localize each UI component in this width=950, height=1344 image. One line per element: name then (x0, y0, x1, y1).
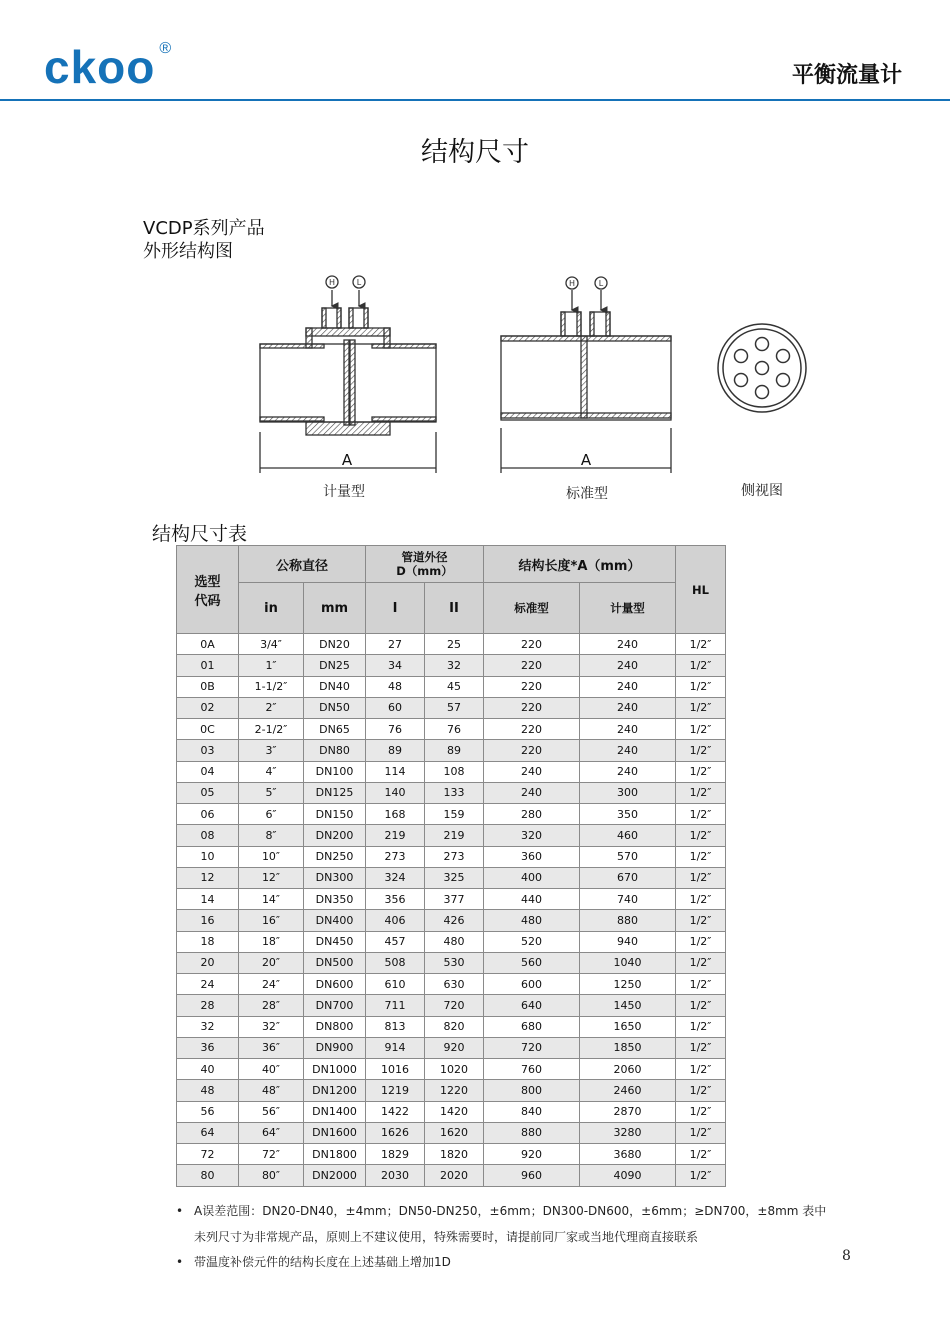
cell-mm: DN350 (304, 889, 366, 910)
cell-code: 04 (177, 761, 239, 782)
port-high-label-right: H (568, 279, 576, 288)
cell-code: 28 (177, 995, 239, 1016)
cell-code: 56 (177, 1101, 239, 1122)
cell-std: 220 (484, 697, 580, 718)
cell-mm: DN1600 (304, 1122, 366, 1143)
caption-metering-type: 计量型 (323, 484, 365, 500)
cell-mm: DN40 (304, 676, 366, 697)
cell-std: 480 (484, 910, 580, 931)
cell-code: 10 (177, 846, 239, 867)
cell-d2: 57 (425, 697, 484, 718)
cell-d2: 1620 (425, 1122, 484, 1143)
cell-d2: 530 (425, 952, 484, 973)
cell-code: 14 (177, 889, 239, 910)
cell-met: 1040 (580, 952, 676, 973)
cell-code: 0C (177, 719, 239, 740)
cell-std: 220 (484, 676, 580, 697)
table-row (177, 846, 726, 867)
cell-std: 920 (484, 1144, 580, 1165)
cell-d2: 219 (425, 825, 484, 846)
cell-met: 460 (580, 825, 676, 846)
port-high-label-left: H (328, 278, 336, 287)
cell-mm: DN800 (304, 1016, 366, 1037)
table-row (177, 719, 726, 740)
header-length: 结构长度*A（mm） (484, 546, 676, 583)
cell-d2: 2020 (425, 1165, 484, 1186)
cell-in: 2-1/2″ (239, 719, 304, 740)
table-body (177, 634, 726, 1187)
cell-in: 48″ (239, 1080, 304, 1101)
header-od-ii: II (425, 583, 484, 634)
cell-d1: 48 (366, 676, 425, 697)
cell-in: 80″ (239, 1165, 304, 1186)
cell-met: 240 (580, 697, 676, 718)
cell-std: 240 (484, 782, 580, 803)
header-model-code: 选型 代码 (177, 546, 239, 634)
cell-d1: 508 (366, 952, 425, 973)
cell-mm: DN500 (304, 952, 366, 973)
cell-hl: 1/2″ (676, 676, 726, 697)
cell-hl: 1/2″ (676, 889, 726, 910)
cell-mm: DN250 (304, 846, 366, 867)
header-outer-diameter: 管道外径 D（mm） (366, 546, 484, 583)
cell-code: 05 (177, 782, 239, 803)
cell-code: 06 (177, 804, 239, 825)
cell-mm: DN25 (304, 655, 366, 676)
cell-std: 720 (484, 1037, 580, 1058)
cell-mm: DN450 (304, 931, 366, 952)
cell-d1: 914 (366, 1037, 425, 1058)
cell-met: 940 (580, 931, 676, 952)
cell-d2: 1420 (425, 1101, 484, 1122)
cell-d2: 159 (425, 804, 484, 825)
header-divider (0, 99, 950, 101)
cell-code: 02 (177, 697, 239, 718)
cell-std: 440 (484, 889, 580, 910)
header-in: in (239, 583, 304, 634)
cell-std: 680 (484, 1016, 580, 1037)
cell-d2: 426 (425, 910, 484, 931)
cell-met: 2870 (580, 1101, 676, 1122)
cell-std: 760 (484, 1059, 580, 1080)
cell-met: 2460 (580, 1080, 676, 1101)
cell-std: 240 (484, 761, 580, 782)
cell-mm: DN80 (304, 740, 366, 761)
cell-hl: 1/2″ (676, 1016, 726, 1037)
table-row (177, 889, 726, 910)
cell-d1: 610 (366, 974, 425, 995)
cell-std: 220 (484, 655, 580, 676)
note-tolerance-continued: 未列尺寸为非常规产品，原则上不建议使用，特殊需要时，请提前同厂家或当地代理商直接联系 (194, 1229, 699, 1244)
cell-d2: 108 (425, 761, 484, 782)
cell-std: 880 (484, 1122, 580, 1143)
table-row (177, 1037, 726, 1058)
cell-mm: DN300 (304, 867, 366, 888)
cell-in: 20″ (239, 952, 304, 973)
cell-mm: DN20 (304, 634, 366, 655)
cell-d1: 711 (366, 995, 425, 1016)
cell-hl: 1/2″ (676, 1122, 726, 1143)
cell-mm: DN65 (304, 719, 366, 740)
cell-met: 350 (580, 804, 676, 825)
cell-mm: DN150 (304, 804, 366, 825)
cell-in: 16″ (239, 910, 304, 931)
dimension-a-left: A (341, 451, 353, 469)
cell-hl: 1/2″ (676, 995, 726, 1016)
cell-d2: 1820 (425, 1144, 484, 1165)
logo-text: ckoo (44, 41, 156, 93)
cell-mm: DN1200 (304, 1080, 366, 1101)
cell-d1: 219 (366, 825, 425, 846)
cell-std: 400 (484, 867, 580, 888)
dimension-a-right: A (580, 451, 592, 469)
cell-std: 560 (484, 952, 580, 973)
cell-mm: DN2000 (304, 1165, 366, 1186)
cell-d1: 140 (366, 782, 425, 803)
cell-in: 3/4″ (239, 634, 304, 655)
cell-d2: 920 (425, 1037, 484, 1058)
table-row (177, 740, 726, 761)
table-row (177, 804, 726, 825)
cell-met: 4090 (580, 1165, 676, 1186)
table-row (177, 697, 726, 718)
cell-d2: 325 (425, 867, 484, 888)
cell-hl: 1/2″ (676, 952, 726, 973)
cell-d1: 273 (366, 846, 425, 867)
cell-d1: 76 (366, 719, 425, 740)
cell-d2: 820 (425, 1016, 484, 1037)
cell-hl: 1/2″ (676, 697, 726, 718)
cell-in: 8″ (239, 825, 304, 846)
brand-logo (44, 40, 172, 94)
cell-d1: 34 (366, 655, 425, 676)
metering-type-drawing (260, 276, 436, 473)
cell-hl: 1/2″ (676, 761, 726, 782)
header-nominal-diameter: 公称直径 (239, 546, 366, 583)
cell-std: 600 (484, 974, 580, 995)
cell-d2: 76 (425, 719, 484, 740)
port-low-label-left: L (356, 278, 362, 287)
cell-d1: 2030 (366, 1165, 425, 1186)
cell-hl: 1/2″ (676, 867, 726, 888)
cell-met: 240 (580, 676, 676, 697)
cell-d2: 630 (425, 974, 484, 995)
cell-hl: 1/2″ (676, 804, 726, 825)
cell-d2: 45 (425, 676, 484, 697)
cell-d1: 324 (366, 867, 425, 888)
cell-code: 36 (177, 1037, 239, 1058)
cell-hl: 1/2″ (676, 634, 726, 655)
cell-in: 4″ (239, 761, 304, 782)
notes (176, 1199, 826, 1276)
cell-d1: 89 (366, 740, 425, 761)
cell-mm: DN900 (304, 1037, 366, 1058)
cell-in: 36″ (239, 1037, 304, 1058)
cell-hl: 1/2″ (676, 1165, 726, 1186)
table-row (177, 1165, 726, 1186)
cell-in: 10″ (239, 846, 304, 867)
cell-d1: 1016 (366, 1059, 425, 1080)
table-row (177, 952, 726, 973)
cell-met: 240 (580, 761, 676, 782)
cell-d1: 1422 (366, 1101, 425, 1122)
cell-code: 0B (177, 676, 239, 697)
cell-d2: 1020 (425, 1059, 484, 1080)
cell-d2: 89 (425, 740, 484, 761)
cell-in: 1-1/2″ (239, 676, 304, 697)
cell-d2: 273 (425, 846, 484, 867)
cell-std: 640 (484, 995, 580, 1016)
dimension-table (176, 545, 726, 1187)
structure-diagram (250, 270, 830, 505)
cell-met: 240 (580, 719, 676, 740)
cell-mm: DN100 (304, 761, 366, 782)
cell-code: 48 (177, 1080, 239, 1101)
cell-d2: 377 (425, 889, 484, 910)
cell-d1: 60 (366, 697, 425, 718)
table-row (177, 1059, 726, 1080)
header-standard: 标准型 (484, 583, 580, 634)
bullet: • (176, 1204, 184, 1218)
header-metering: 计量型 (580, 583, 676, 634)
cell-in: 72″ (239, 1144, 304, 1165)
cell-d1: 1829 (366, 1144, 425, 1165)
cell-code: 01 (177, 655, 239, 676)
cell-met: 3680 (580, 1144, 676, 1165)
cell-d2: 720 (425, 995, 484, 1016)
cell-hl: 1/2″ (676, 931, 726, 952)
standard-type-drawing (501, 277, 671, 473)
cell-hl: 1/2″ (676, 910, 726, 931)
cell-d2: 1220 (425, 1080, 484, 1101)
table-row (177, 676, 726, 697)
cell-d2: 480 (425, 931, 484, 952)
cell-std: 800 (484, 1080, 580, 1101)
cell-mm: DN1000 (304, 1059, 366, 1080)
series-subtitle: 外形结构图 (143, 241, 233, 262)
cell-code: 32 (177, 1016, 239, 1037)
cell-in: 2″ (239, 697, 304, 718)
cell-hl: 1/2″ (676, 846, 726, 867)
cell-mm: DN200 (304, 825, 366, 846)
note-item (176, 1250, 826, 1276)
cell-in: 14″ (239, 889, 304, 910)
table-row (177, 995, 726, 1016)
cell-d2: 32 (425, 655, 484, 676)
registered-mark: ® (159, 39, 173, 57)
cell-in: 40″ (239, 1059, 304, 1080)
cell-d1: 27 (366, 634, 425, 655)
header-hl: HL (676, 546, 726, 634)
table-row (177, 655, 726, 676)
cell-met: 2060 (580, 1059, 676, 1080)
note-temperature: 带温度补偿元件的结构长度在上述基础上增加1D (194, 1255, 451, 1269)
cell-hl: 1/2″ (676, 1101, 726, 1122)
cell-in: 32″ (239, 1016, 304, 1037)
cell-in: 56″ (239, 1101, 304, 1122)
cell-met: 670 (580, 867, 676, 888)
cell-met: 1450 (580, 995, 676, 1016)
cell-std: 960 (484, 1165, 580, 1186)
cell-met: 240 (580, 740, 676, 761)
cell-hl: 1/2″ (676, 740, 726, 761)
table-row (177, 974, 726, 995)
cell-code: 24 (177, 974, 239, 995)
series-name: VCDP系列产品 (143, 218, 265, 239)
cell-met: 240 (580, 634, 676, 655)
note-tolerance: A误差范围：DN20-DN40，±4mm；DN50-DN250，±6mm；DN300-DN600，±6mm；≥DN700，±8mm 表中 (194, 1204, 827, 1218)
cell-met: 1850 (580, 1037, 676, 1058)
cell-code: 64 (177, 1122, 239, 1143)
table-row (177, 1101, 726, 1122)
cell-hl: 1/2″ (676, 655, 726, 676)
series-label (143, 217, 265, 263)
cell-std: 840 (484, 1101, 580, 1122)
cell-code: 12 (177, 867, 239, 888)
cell-met: 880 (580, 910, 676, 931)
cell-code: 40 (177, 1059, 239, 1080)
cell-hl: 1/2″ (676, 1080, 726, 1101)
cell-d1: 1219 (366, 1080, 425, 1101)
table-row (177, 1016, 726, 1037)
header-mm: mm (304, 583, 366, 634)
table-row (177, 910, 726, 931)
side-view-drawing (718, 324, 806, 412)
cell-std: 220 (484, 719, 580, 740)
cell-code: 0A (177, 634, 239, 655)
cell-in: 1″ (239, 655, 304, 676)
cell-met: 570 (580, 846, 676, 867)
cell-code: 72 (177, 1144, 239, 1165)
cell-met: 740 (580, 889, 676, 910)
cell-mm: DN125 (304, 782, 366, 803)
cell-code: 18 (177, 931, 239, 952)
document-title: 平衡流量计 (791, 63, 902, 88)
note-item (176, 1225, 826, 1251)
caption-side-view: 侧视图 (741, 483, 783, 499)
table-row (177, 761, 726, 782)
table-title: 结构尺寸表 (152, 523, 248, 545)
cell-in: 24″ (239, 974, 304, 995)
cell-in: 64″ (239, 1122, 304, 1143)
header-od-i: I (366, 583, 425, 634)
cell-hl: 1/2″ (676, 825, 726, 846)
cell-in: 28″ (239, 995, 304, 1016)
cell-hl: 1/2″ (676, 1144, 726, 1165)
cell-met: 1650 (580, 1016, 676, 1037)
cell-d1: 457 (366, 931, 425, 952)
cell-in: 5″ (239, 782, 304, 803)
cell-d2: 25 (425, 634, 484, 655)
cell-d1: 813 (366, 1016, 425, 1037)
cell-code: 20 (177, 952, 239, 973)
cell-mm: DN1400 (304, 1101, 366, 1122)
cell-code: 80 (177, 1165, 239, 1186)
cell-in: 3″ (239, 740, 304, 761)
table-row (177, 782, 726, 803)
cell-std: 360 (484, 846, 580, 867)
cell-in: 12″ (239, 867, 304, 888)
cell-mm: DN700 (304, 995, 366, 1016)
cell-std: 320 (484, 825, 580, 846)
cell-std: 220 (484, 740, 580, 761)
cell-mm: DN50 (304, 697, 366, 718)
cell-in: 6″ (239, 804, 304, 825)
table-row (177, 1122, 726, 1143)
page-heading: 结构尺寸 (421, 137, 529, 168)
caption-standard-type: 标准型 (566, 486, 608, 502)
cell-hl: 1/2″ (676, 782, 726, 803)
bullet: • (176, 1255, 184, 1269)
cell-code: 16 (177, 910, 239, 931)
cell-hl: 1/2″ (676, 974, 726, 995)
cell-code: 08 (177, 825, 239, 846)
note-item (176, 1199, 826, 1225)
cell-met: 3280 (580, 1122, 676, 1143)
cell-d1: 356 (366, 889, 425, 910)
cell-hl: 1/2″ (676, 1037, 726, 1058)
cell-met: 1250 (580, 974, 676, 995)
table-row (177, 1080, 726, 1101)
table-row (177, 1144, 726, 1165)
page-number: 8 (842, 1248, 851, 1264)
cell-code: 03 (177, 740, 239, 761)
cell-d1: 406 (366, 910, 425, 931)
cell-in: 18″ (239, 931, 304, 952)
cell-mm: DN1800 (304, 1144, 366, 1165)
cell-mm: DN400 (304, 910, 366, 931)
cell-d1: 1626 (366, 1122, 425, 1143)
cell-met: 300 (580, 782, 676, 803)
cell-hl: 1/2″ (676, 1059, 726, 1080)
cell-std: 280 (484, 804, 580, 825)
cell-hl: 1/2″ (676, 719, 726, 740)
table-row (177, 867, 726, 888)
cell-d1: 168 (366, 804, 425, 825)
table-row (177, 931, 726, 952)
cell-d2: 133 (425, 782, 484, 803)
table-row (177, 825, 726, 846)
cell-met: 240 (580, 655, 676, 676)
table-row (177, 634, 726, 655)
cell-mm: DN600 (304, 974, 366, 995)
cell-d1: 114 (366, 761, 425, 782)
cell-std: 220 (484, 634, 580, 655)
port-low-label-right: L (598, 279, 604, 288)
cell-std: 520 (484, 931, 580, 952)
